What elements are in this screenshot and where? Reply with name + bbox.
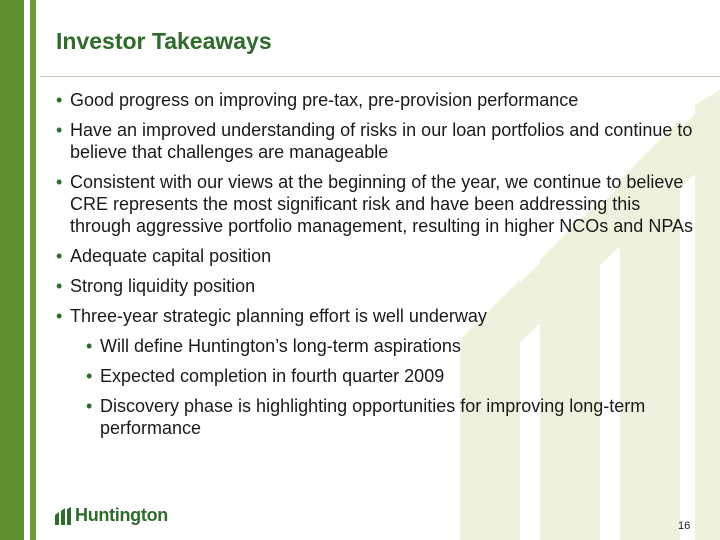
slide-title: Investor Takeaways [56,28,272,54]
bullet-dot-icon: • [56,306,63,326]
huntington-logo [55,505,168,526]
bullet-list [56,89,696,447]
bullet-dot-icon: • [56,276,63,296]
sub-bullet-item [86,335,696,357]
bullet-dot-icon: • [56,246,63,266]
bullet-item [56,119,696,163]
bullet-dot-icon: • [86,336,93,356]
bullet-text: Consistent with our views at the beginning of the year, we continue to believe CRE represents the most significant risk and have been addressing this through aggressive portfolio management, resulting in higher NCOs and NPAs [70,172,693,236]
bullet-item [56,171,696,237]
bullet-item [56,89,696,111]
huntington-mark-icon [55,507,71,525]
bullet-text: Have an improved understanding of risks in our loan portfolios and continue to believe that challenges are manageable [70,120,693,162]
bullet-dot-icon: • [56,120,63,140]
bullet-dot-icon: • [56,172,63,192]
bullet-dot-icon: • [56,90,63,110]
bullet-dot-icon: • [86,396,93,416]
sub-bullet-text: Expected completion in fourth quarter 2009 [100,366,445,386]
bullet-text: Adequate capital position [70,246,272,266]
bullet-item [56,245,696,267]
sub-bullet-text: Discovery phase is highlighting opportunities for improving long-term performance [100,396,646,438]
sub-bullet-item [86,365,696,387]
left-accent-bar [0,0,24,540]
bullet-text: Good progress on improving pre-tax, pre-provision performance [70,90,579,110]
page-number: 16 [678,520,691,532]
title-divider [40,76,720,77]
bullet-item [56,305,696,327]
bullet-text: Strong liquidity position [70,276,256,296]
bullet-item [56,275,696,297]
bullet-dot-icon: • [86,366,93,386]
bullet-text: Three-year strategic planning effort is well underway [70,306,487,326]
brand-name: Huntington [75,505,168,525]
left-accent-stripe [30,0,36,540]
sub-bullet-text: Will define Huntington’s long-term aspirations [100,336,461,356]
sub-bullet-item [86,395,696,439]
